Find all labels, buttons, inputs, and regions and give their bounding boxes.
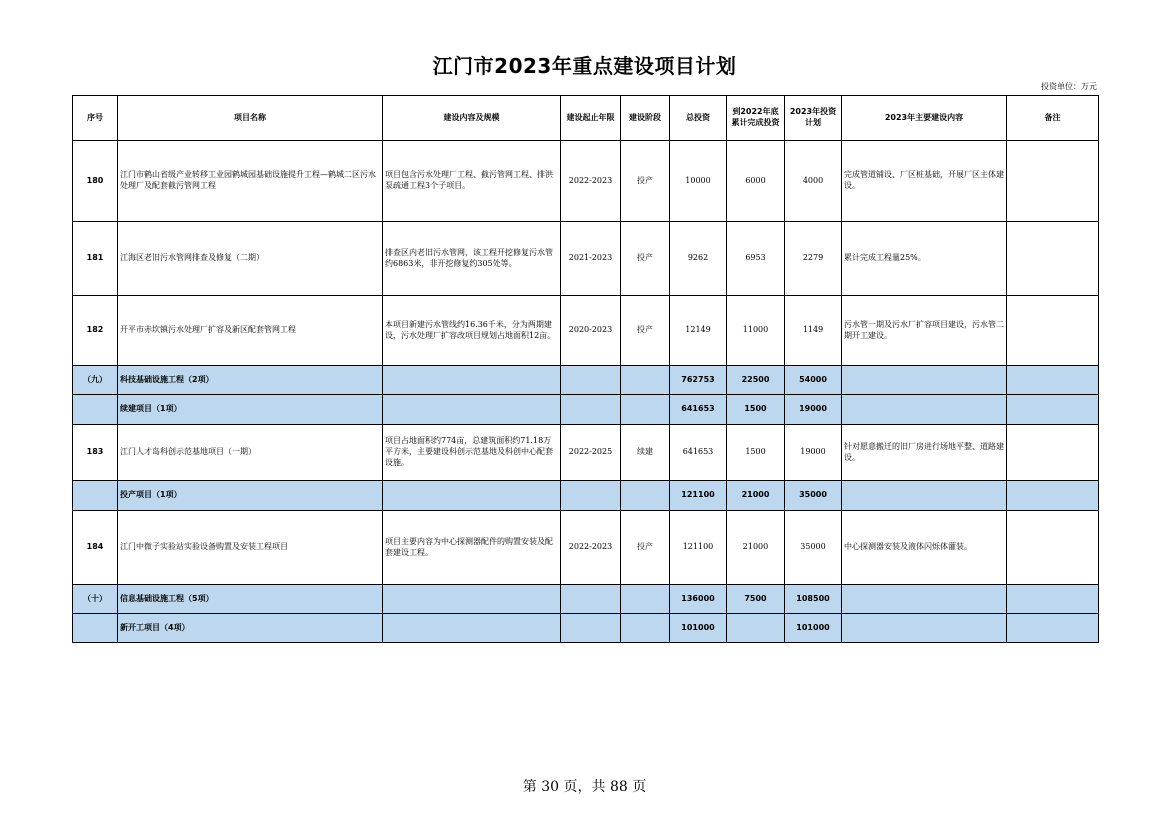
- row-total: 121100: [670, 511, 727, 585]
- row-content: 排查区内老旧污水管网，该工程开挖修复污水管约6863米，非开挖修复约305处等。: [383, 222, 561, 296]
- row-content: 项目占地面积约774亩，总建筑面积约71.18万平方米，主要建设科创示范基地及科创中心配套设施。: [383, 425, 561, 481]
- page-title: 江门市2023年重点建设项目计划: [432, 54, 737, 78]
- row-plan: 19000: [785, 425, 842, 481]
- row-remark: [1007, 511, 1099, 585]
- row-name: 续建项目（1项）: [118, 395, 383, 425]
- row-no: （十）: [73, 585, 118, 614]
- subtotal-row: [73, 585, 1099, 614]
- row-main: 完成管道铺设、厂区桩基础，开展厂区主体建设。: [842, 141, 1007, 222]
- row-period: 2022-2025: [561, 425, 621, 481]
- col-header-remark: 备注: [1007, 96, 1099, 141]
- row-total: 101000: [670, 614, 727, 643]
- row-stage: 投产: [621, 141, 670, 222]
- row-remark: [1007, 425, 1099, 481]
- col-header-done: 到2022年底累计完成投资: [727, 96, 785, 141]
- row-content: 项目包含污水处理厂工程、截污管网工程、排洪泵疏通工程3个子项目。: [383, 141, 561, 222]
- row-main: 累计完成工程量25%。: [842, 222, 1007, 296]
- row-total: 121100: [670, 481, 727, 511]
- row-plan: 35000: [785, 511, 842, 585]
- row-plan: 35000: [785, 481, 842, 511]
- row-name: 信息基础设施工程（5项）: [118, 585, 383, 614]
- row-content: 项目主要内容为中心探测器配件的购置安装及配套建设工程。: [383, 511, 561, 585]
- row-name: 江门中微子实验站实验设备购置及安装工程项目: [118, 511, 383, 585]
- row-name: 江海区老旧污水管网排查及修复（二期）: [118, 222, 383, 296]
- row-done: 22500: [727, 366, 785, 395]
- row-done: 21000: [727, 481, 785, 511]
- row-stage: 投产: [621, 296, 670, 366]
- col-header-name: 项目名称: [118, 96, 383, 141]
- row-name: 江门市鹤山省级产业转移工业园鹤城园基础设施提升工程—鹤城二区污水处理厂及配套截污管网工程: [118, 141, 383, 222]
- project-table: [72, 95, 1099, 643]
- row-no: 182: [73, 296, 118, 366]
- row-no: [73, 395, 118, 425]
- col-header-content: 建设内容及规模: [383, 96, 561, 141]
- row-remark: [1007, 296, 1099, 366]
- row-plan: 54000: [785, 366, 842, 395]
- row-no: [73, 614, 118, 643]
- row-total: 10000: [670, 141, 727, 222]
- row-name: 开平市赤坎镇污水处理厂扩容及新区配套管网工程: [118, 296, 383, 366]
- row-period: 2022-2023: [561, 141, 621, 222]
- unit-label: 投资单位：万元: [1041, 82, 1097, 91]
- row-total: 9262: [670, 222, 727, 296]
- row-stage: 投产: [621, 511, 670, 585]
- row-done: 6953: [727, 222, 785, 296]
- row-period: 2021-2023: [561, 222, 621, 296]
- row-content: 本项目新建污水管线约16.36千米，分为两期建设，污水处理厂扩容改项目规划占地面积12亩。: [383, 296, 561, 366]
- subtotal-row: [73, 614, 1099, 643]
- row-no: [73, 481, 118, 511]
- row-plan: 101000: [785, 614, 842, 643]
- header-row: [73, 96, 1099, 141]
- row-done: [727, 614, 785, 643]
- row-done: 7500: [727, 585, 785, 614]
- row-name: 新开工项目（4项）: [118, 614, 383, 643]
- row-plan: 1149: [785, 296, 842, 366]
- row-total: 641653: [670, 425, 727, 481]
- row-main: 中心探测器安装及液体闪烁体灌装。: [842, 511, 1007, 585]
- row-total: 762753: [670, 366, 727, 395]
- col-header-period: 建设起止年限: [561, 96, 621, 141]
- row-done: 11000: [727, 296, 785, 366]
- row-remark: [1007, 141, 1099, 222]
- row-done: 21000: [727, 511, 785, 585]
- row-main: 污水管一期及污水厂扩容项目建设，污水管二期开工建设。: [842, 296, 1007, 366]
- row-plan: 108500: [785, 585, 842, 614]
- col-header-no: 序号: [73, 96, 118, 141]
- row-no: 181: [73, 222, 118, 296]
- row-no: 180: [73, 141, 118, 222]
- row-main: 针对愿意搬迁的旧厂房进行场地平整、道路建设。: [842, 425, 1007, 481]
- row-done: 6000: [727, 141, 785, 222]
- row-plan: 4000: [785, 141, 842, 222]
- table-row: [73, 141, 1099, 222]
- row-period: 2020-2023: [561, 296, 621, 366]
- col-header-total: 总投资: [670, 96, 727, 141]
- col-header-stage: 建设阶段: [621, 96, 670, 141]
- col-header-main: 2023年主要建设内容: [842, 96, 1007, 141]
- row-total: 641653: [670, 395, 727, 425]
- row-done: 1500: [727, 425, 785, 481]
- row-done: 1500: [727, 395, 785, 425]
- row-total: 136000: [670, 585, 727, 614]
- row-period: 2022-2023: [561, 511, 621, 585]
- row-plan: 19000: [785, 395, 842, 425]
- row-plan: 2279: [785, 222, 842, 296]
- row-name: 科技基础设施工程（2项）: [118, 366, 383, 395]
- row-name: 投产项目（1项）: [118, 481, 383, 511]
- row-stage: 续建: [621, 425, 670, 481]
- subtotal-row: [73, 395, 1099, 425]
- row-no: 184: [73, 511, 118, 585]
- row-stage: 投产: [621, 222, 670, 296]
- col-header-plan: 2023年投资计划: [785, 96, 842, 141]
- row-no: 183: [73, 425, 118, 481]
- table-row: [73, 222, 1099, 296]
- subtotal-row: [73, 481, 1099, 511]
- row-remark: [1007, 222, 1099, 296]
- table-row: [73, 425, 1099, 481]
- table-row: [73, 296, 1099, 366]
- subtotal-row: [73, 366, 1099, 395]
- row-name: 江门人才岛科创示范基地项目（一期）: [118, 425, 383, 481]
- table-row: [73, 511, 1099, 585]
- row-total: 12149: [670, 296, 727, 366]
- page-footer: 第 30 页，共 88 页: [522, 779, 647, 795]
- row-no: （九）: [73, 366, 118, 395]
